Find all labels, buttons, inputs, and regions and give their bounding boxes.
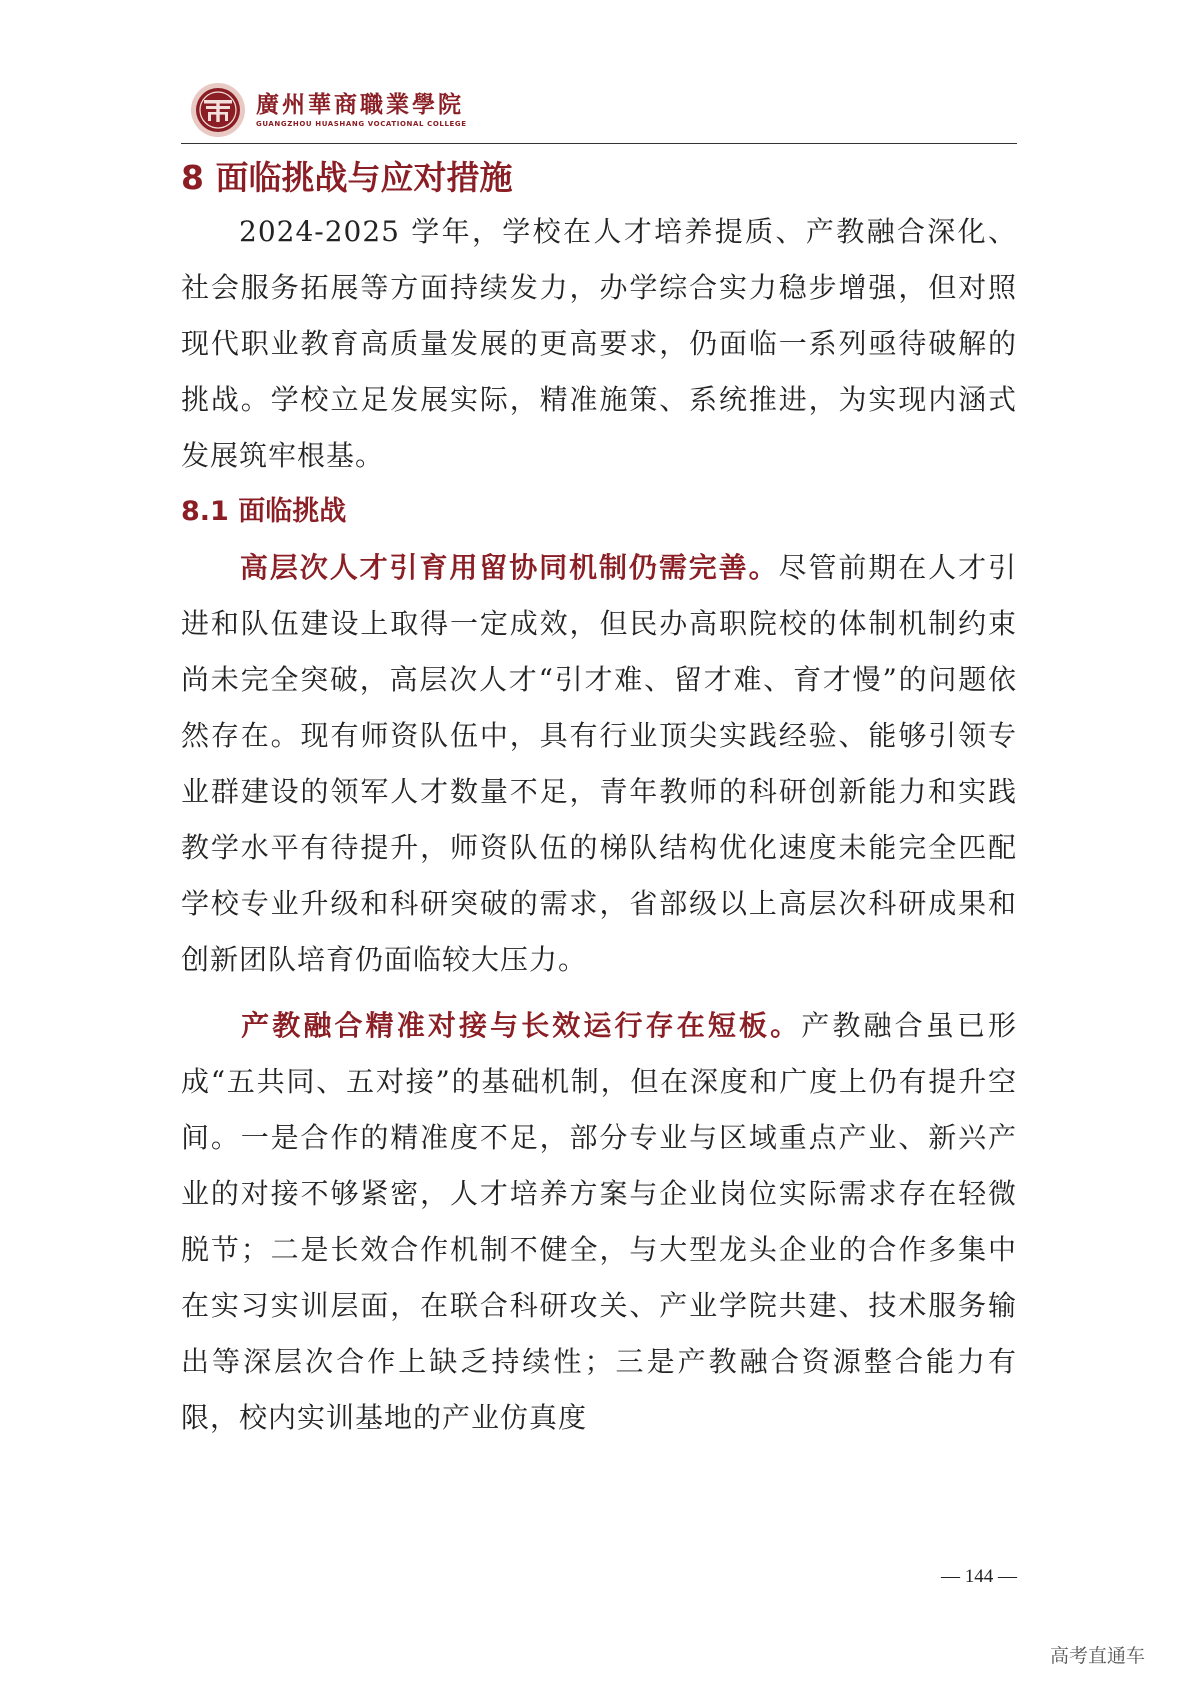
challenge-lead-industry: 产教融合精准对接与长效运行存在短板。 bbox=[239, 1009, 802, 1042]
college-name-en: GUANGZHOU HUASHANG VOCATIONAL COLLEGE bbox=[256, 120, 467, 128]
challenge-lead-talent: 高层次人才引育用留协同机制仍需完善。 bbox=[239, 551, 779, 584]
header-divider bbox=[181, 143, 1017, 144]
page-number: — 144 — bbox=[941, 1566, 1017, 1587]
challenge-text-talent: 尽管前期在人才引进和队伍建设上取得一定成效，但民办高职院校的体制机制约束尚未完全突破，高层次人才“引才难、留才难、育才慢”的问题依然存在。现有师资队伍中，具有行业顶尖实践经验、能够引领专业群建设的领军人才数量不足，青年教师的科研创新能力和实践教学水平有待提升，师资队伍的梯队结构优化速度未能完全匹配学校专业升级和科研突破的需求，省部级以上高层次科研成果和创新团队培育仍面临较大压力。 bbox=[181, 551, 1017, 976]
page-body bbox=[181, 154, 1017, 1446]
page-header bbox=[190, 80, 1030, 144]
challenge-paragraph-industry bbox=[181, 998, 1017, 1446]
college-name-cn: 廣州華商職業學院 bbox=[256, 91, 464, 118]
subsection-title: 8.1 面临挑战 bbox=[181, 496, 347, 527]
college-seal-icon bbox=[190, 82, 246, 138]
challenge-paragraph-talent bbox=[181, 540, 1017, 988]
section-title: 8 面临挑战与应对措施 bbox=[181, 158, 513, 197]
watermark-text: 高考直通车 bbox=[1050, 1645, 1146, 1667]
section-intro-text: 2024-2025 学年，学校在人才培养提质、产教融合深化、社会服务拓展等方面持续发力，办学综合实力稳步增强，但对照现代职业教育高质量发展的更高要求，仍面临一系列亟待破解的挑战。学校立足发展实际，精准施策、系统推进，为实现内涵式发展筑牢根基。 bbox=[181, 215, 1017, 472]
section-intro-paragraph bbox=[181, 204, 1017, 484]
challenge-text-industry: 产教融合虽已形成“五共同、五对接”的基础机制，但在深度和广度上仍有提升空间。一是合作的精准度不足，部分专业与区域重点产业、新兴产业的对接不够紧密，人才培养方案与企业岗位实际需求存在轻微脱节；二是长效合作机制不健全，与大型龙头企业的合作多集中在实习实训层面，在联合科研攻关、产业学院共建、技术服务输出等深层次合作上缺乏持续性；三是产教融合资源整合能力有限，校内实训基地的产业仿真度 bbox=[181, 1009, 1017, 1434]
